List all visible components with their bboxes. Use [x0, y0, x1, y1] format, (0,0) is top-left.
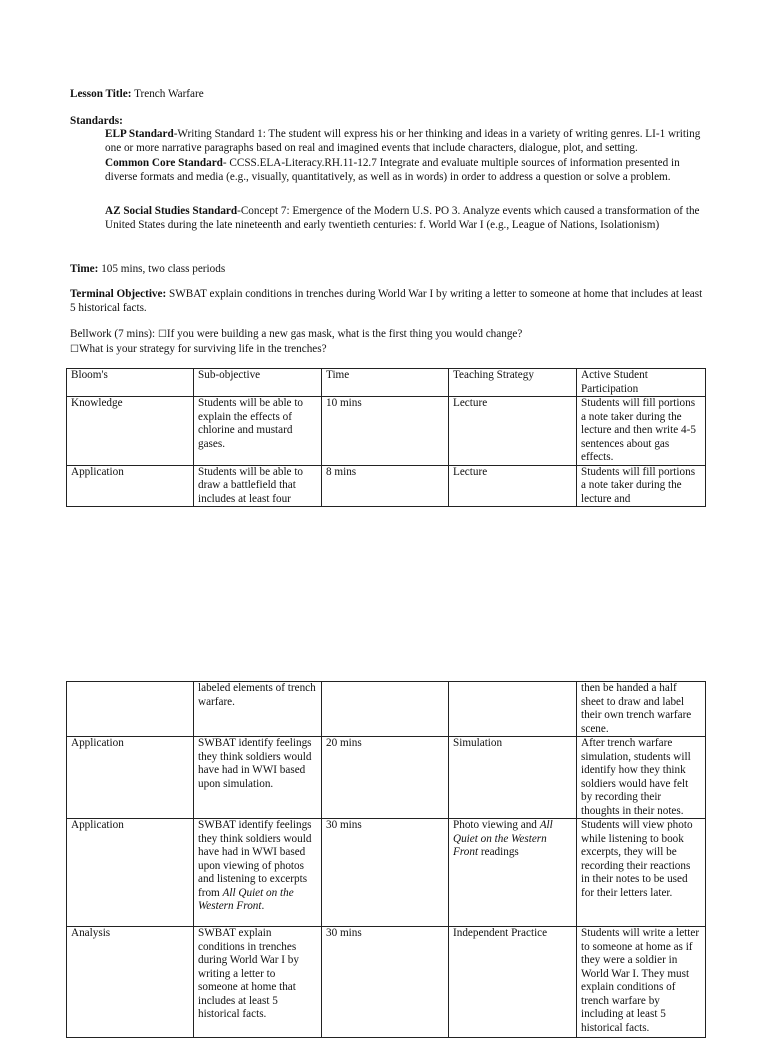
table-cell: 8 mins: [322, 465, 449, 507]
terminal-objective-label: Terminal Objective:: [70, 288, 167, 300]
cell-text-suffix: readings: [478, 846, 519, 858]
table-cell: SWBAT explain conditions in trenches during World War I by writing a letter to someone at home that includes at least 5 historical facts.: [194, 927, 322, 1038]
bellwork-question-1: If you were building a new gas mask, what is the first thing you would change?: [166, 328, 523, 340]
elp-standard-text: -Writing Standard 1: The student will express his or her thinking and ideas in a variety of writing genres. LI-1 writing one or more narrative paragraphs based on real and imagined events that include characters, dialogue, plot, and setting.: [105, 128, 701, 154]
table-cell: Lecture: [449, 465, 577, 507]
common-core-label: Common Core Standard: [105, 157, 223, 169]
table-cell: [194, 819, 322, 927]
table-cell: After trench warfare simulation, students will identify how they think soldiers would have felt by recording their thoughts in their notes.: [577, 737, 706, 819]
az-standard: [105, 204, 705, 232]
table-cell: [322, 682, 449, 737]
table-cell: Simulation: [449, 737, 577, 819]
table-row: [67, 927, 706, 1038]
elp-standard-label: ELP Standard: [105, 128, 174, 140]
table-cell: 30 mins: [322, 927, 449, 1038]
table-cell: Students will be able to draw a battlefield that includes at least four: [194, 465, 322, 507]
book-title: All Quiet on the Western Front: [453, 819, 553, 858]
table-cell: Analysis: [67, 927, 194, 1038]
elp-standard: [105, 127, 705, 155]
checkbox-icon: ☐: [157, 329, 167, 340]
table-cell: Application: [67, 465, 194, 507]
table-cell: Students will view photo while listening to book excerpts, they will be recording their reactions in their notes to be used for their letters later.: [577, 819, 706, 927]
table-cell: [449, 819, 577, 927]
table-cell: 20 mins: [322, 737, 449, 819]
header-time: Time: [322, 369, 449, 397]
common-core-standard: [105, 156, 705, 184]
time-label: Time:: [70, 263, 99, 275]
time-value: 105 mins, two class periods: [101, 263, 226, 275]
table-cell: [67, 682, 194, 737]
book-title: All Quiet on the Western Front: [198, 886, 294, 912]
bellwork-question-2: What is your strategy for surviving life in the trenches?: [78, 343, 327, 355]
table-cell: Lecture: [449, 397, 577, 466]
table-row: [67, 682, 706, 737]
table-cell: then be handed a half sheet to draw and label their own trench warfare scene.: [577, 682, 706, 737]
table-cell: Students will fill portions a note taker during the lecture and then write 4-5 sentences about gas effects.: [577, 397, 706, 466]
lesson-title-label: Lesson Title:: [70, 88, 132, 100]
table-cell: labeled elements of trench warfare.: [194, 682, 322, 737]
table-cell: Application: [67, 819, 194, 927]
lesson-plan-table-top: [66, 368, 706, 507]
table-cell: SWBAT identify feelings they think soldiers would have had in WWI based upon simulation.: [194, 737, 322, 819]
table-cell: [449, 682, 577, 737]
bellwork-label: Bellwork (7 mins):: [70, 328, 158, 340]
table-cell: Students will write a letter to someone at home as if they were a soldier in World War I. They must explain conditions of trench warfare by including at least 5 historical facts.: [577, 927, 706, 1038]
table-cell: Knowledge: [67, 397, 194, 466]
header-teaching-strategy: Teaching Strategy: [449, 369, 577, 397]
cell-text: Photo viewing and: [453, 819, 540, 831]
table-cell: 30 mins: [322, 819, 449, 927]
terminal-objective-text: SWBAT explain conditions in trenches during World War I by writing a letter to someone at home that includes at least 5 historical facts.: [70, 288, 703, 314]
table-cell: Students will fill portions a note taker during the lecture and: [577, 465, 706, 507]
table-row: [67, 397, 706, 466]
time-line: [70, 262, 225, 276]
table-cell: Independent Practice: [449, 927, 577, 1038]
az-standard-text: -Concept 7: Emergence of the Modern U.S. PO 3. Analyze events which caused a transformation of the United States during the late nineteenth and early twentieth centuries: f. World War I (e.g., League of Nations, Isolationism): [105, 205, 700, 231]
checkbox-icon: ☐: [70, 344, 79, 355]
common-core-text: - CCSS.ELA-Literacy.RH.11-12.7 Integrate and evaluate multiple sources of information presented in diverse formats and media (e.g., visually, quantitatively, as well as in words) in order to address a question or solve a problem.: [105, 157, 680, 183]
lesson-title-value: Trench Warfare: [134, 88, 204, 100]
terminal-objective: [70, 287, 704, 315]
lesson-title-line: [70, 87, 204, 101]
cell-text: SWBAT identify feelings they think soldiers would have had in WWI based upon viewing of photos and listening to excerpts from: [198, 819, 312, 899]
lesson-plan-table-continued: [66, 681, 706, 1038]
table-cell: Students will be able to explain the effects of chlorine and mustard gases.: [194, 397, 322, 466]
header-active-student-participation: Active Student Participation: [577, 369, 706, 397]
bellwork: [70, 327, 704, 357]
table-row: [67, 737, 706, 819]
bellwork-line-1: [70, 327, 704, 342]
table-cell: Application: [67, 737, 194, 819]
header-sub-objective: Sub-objective: [194, 369, 322, 397]
table-header-row: [67, 369, 706, 397]
table-row: [67, 819, 706, 927]
az-standard-label: AZ Social Studies Standard: [105, 205, 238, 217]
header-blooms: Bloom's: [67, 369, 194, 397]
table-row: [67, 465, 706, 507]
standards-heading: Standards:: [70, 115, 123, 127]
bellwork-line-2: [70, 342, 704, 357]
cell-text-suffix: .: [261, 900, 265, 912]
table-cell: 10 mins: [322, 397, 449, 466]
